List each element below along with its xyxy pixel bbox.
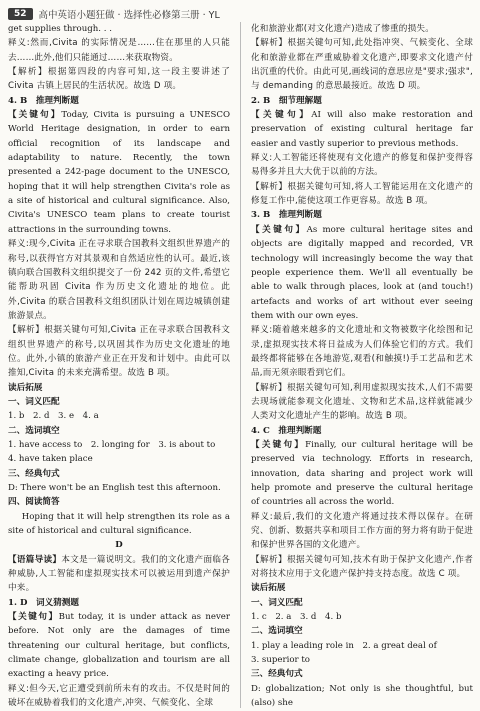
page-number: 52 [8, 8, 33, 20]
subsection-heading: 二、选词填空 [251, 626, 303, 637]
key-text: AI will also make restoration and preservation of existing cultural heritage far easier and vastly superior to previous methods. [251, 110, 473, 149]
question-answer: 4. C 推理判断题 [251, 425, 322, 436]
answer-line: 1. b 2. d 3. e 4. a [8, 411, 99, 422]
guide-label: 【语篇导读】 [8, 554, 62, 565]
key-text: Finally, our cultural heritage will be preserved via technology. Efforts in research, innovation, data sharing and project work will help promote and preserve the cultural heritage of countries all across the world. [251, 439, 473, 508]
answer-line: 1. have access to 2. longing for 3. is about to [8, 439, 216, 450]
key-sentence [8, 108, 230, 237]
left-column [8, 22, 230, 711]
analysis: 【解析】根据关键句可知,Civita 正在寻求联合国教科文组织世界遗产的称号,以巩固其作为历史文化遗址的地位。此外,小镇的旅游产业正在开发和计划中。由此可以推知,Civita 的未来充满希望。故选 B 项。 [8, 325, 230, 379]
key-label: 【关键句】 [251, 110, 312, 121]
translation: 释义:最后,我们的文化遗产将通过技术得以保存。在研究、创新、数据共享和项目工作方面的努力将有助于促进和保护世界各国的文化遗产。 [251, 511, 473, 551]
answer-line: 3. superior to [251, 655, 310, 666]
question-answer: 3. B 推理判断题 [251, 210, 322, 221]
guide-text: 本文是一篇说明文。我们的文化遗产面临各种威胁,人工智能和虚拟现实技术可以被运用到遗产保护中来。 [8, 554, 231, 594]
key-text: But today, it is under attack as never before. Not only are the damages of time threatening our cultural heritage, but conflicts, climate change, globalization and tourism are all exacting a heavy price. [8, 612, 230, 680]
column-divider [240, 22, 241, 708]
key-label: 【关键句】 [251, 439, 306, 450]
key-text: As more cultural heritage sites and objects are digitally mapped and recorded, VR technology will increasingly become the way that people experience them. We'll all eventually be able to walk through places, look at (and touch!) artefacts and works of art without ever seeing them with our own eyes. [251, 224, 473, 321]
subsection-heading: 三、经典句式 [251, 669, 303, 680]
key-label: 【关键句】 [251, 224, 307, 235]
question-answer: 1. D 词义猜测题 [8, 597, 79, 608]
key-sentence [251, 223, 473, 323]
book-title: 高中英语小题狂做 · 选择性必修第三册 · YL [38, 10, 220, 21]
section-heading: 读后拓展 [8, 382, 43, 393]
translation: 释义:人工智能还将使现有文化遗产的修复和保护变得容易得多并且大大优于以前的方法。 [251, 153, 473, 178]
answer-line: Hoping that it will help strengthen its role as a site of historical and cultural significance. [8, 511, 230, 537]
key-label: 【关键句】 [8, 110, 62, 121]
analysis: 【解析】根据关键句可知,技术有助于保护文化遗产,作者对将技术应用于文化遗产保护持支持态度。故选 C 项。 [251, 554, 473, 580]
translation: 释义:随着越来越多的文化遗址和文物被数字化绘图和记录,虚拟现实技术将日益成为人们体验它们的方式。我们最终都将能够在各地游览,观看(和触摸!)手工艺品和艺术品,而无须亲眼看到它们。 [251, 325, 473, 379]
analysis: 【解析】根据关键句可知,此处指冲突、气候变化、全球化和旅游业都在严重威胁着文化遗产,即要求文化遗产付出沉重的代价。由此可见,画线词的意思应是"要求;强求",与 demanding 的意思最接近。故选 D 项。 [251, 38, 473, 92]
answer-line: D: There won't be an English test this afternoon. [8, 483, 221, 493]
answer-line: 4. have taken place [8, 454, 93, 465]
subsection-heading: 三、经典句式 [8, 468, 60, 479]
translation: 释义:现今,Civita 正在寻求联合国教科文组织世界遗产的称号,以获得官方对其景观和自然适应性的认可。最近,该镇向联合国教科文组织提交了一份 242 页的文件,希望它能帮助巩固 Civita 作为历史文化遗址的地位。此外,Civita 的联合国教科文组织团队计划在周边城镇创建旅游景点。 [8, 239, 230, 321]
translation: 释义:但今天,它正遭受到前所未有的攻击。不仅是时间的破坏在威胁着我们的文化遗产,冲突、气候变化、全球 [8, 683, 230, 709]
key-sentence [251, 108, 473, 151]
analysis: 【解析】根据关键句可知,利用虚拟现实技术,人们不需要去现场就能参观文化遗址、文物和艺术品,这样就能减少人类对文化遗址产生的影响。故选 B 项。 [251, 382, 473, 422]
section-heading: 读后拓展 [251, 583, 286, 594]
key-sentence [251, 438, 473, 510]
subsection-heading: 二、选词填空 [8, 425, 60, 436]
question-answer: 4. B 推理判断题 [8, 95, 79, 106]
subsection-heading: 一、词义匹配 [8, 396, 60, 407]
analysis: 【解析】根据关键句可知,将人工智能运用在文化遗产的修复工作中,能使这项工作更容易。故选 B 项。 [251, 181, 473, 207]
translation: 释义:然而,Civita 的实际情况是……住在那里的人只能去……此外,他们只能通过……来获取物资。 [8, 38, 230, 63]
subsection-heading: 一、词义匹配 [251, 597, 303, 608]
answer-line: 1. play a leading role in 2. a great deal of [251, 640, 437, 651]
key-sentence [8, 610, 230, 682]
key-label: 【关键句】 [8, 612, 59, 623]
key-text: Today, Civita is pursuing a UNESCO World Heritage designation, in order to earn official recognition of its landscape and adaptability to nature. Recently, the town presented a 242-page document to the UNESCO, hoping that it will help strengthen Civita's role as a site of historical and cultural significance. Also, Civita's UNESCO team plans to create tourist attractions in the surrounding towns. [8, 110, 230, 235]
right-column [251, 22, 473, 711]
text-line: get supplies through. . . [8, 24, 112, 34]
subsection-heading: 四、阅读简答 [8, 497, 60, 508]
answer-line: D: globalization; Not only is she thoughtful, but (also) she [251, 683, 473, 709]
analysis: 【解析】根据第四段的内容可知,这一段主要讲述了 Civita 古镇上居民的生活状况。故选 D 项。 [8, 67, 230, 92]
passage-letter: D [115, 540, 123, 551]
question-answer: 2. B 细节理解题 [251, 95, 322, 106]
passage-guide [8, 553, 230, 596]
page-header [8, 6, 220, 22]
translation: 化和旅游业都(对文化遗产)造成了惨重的损失。 [251, 24, 434, 34]
answer-line: 1. c 2. a 3. d 4. b [251, 612, 342, 623]
